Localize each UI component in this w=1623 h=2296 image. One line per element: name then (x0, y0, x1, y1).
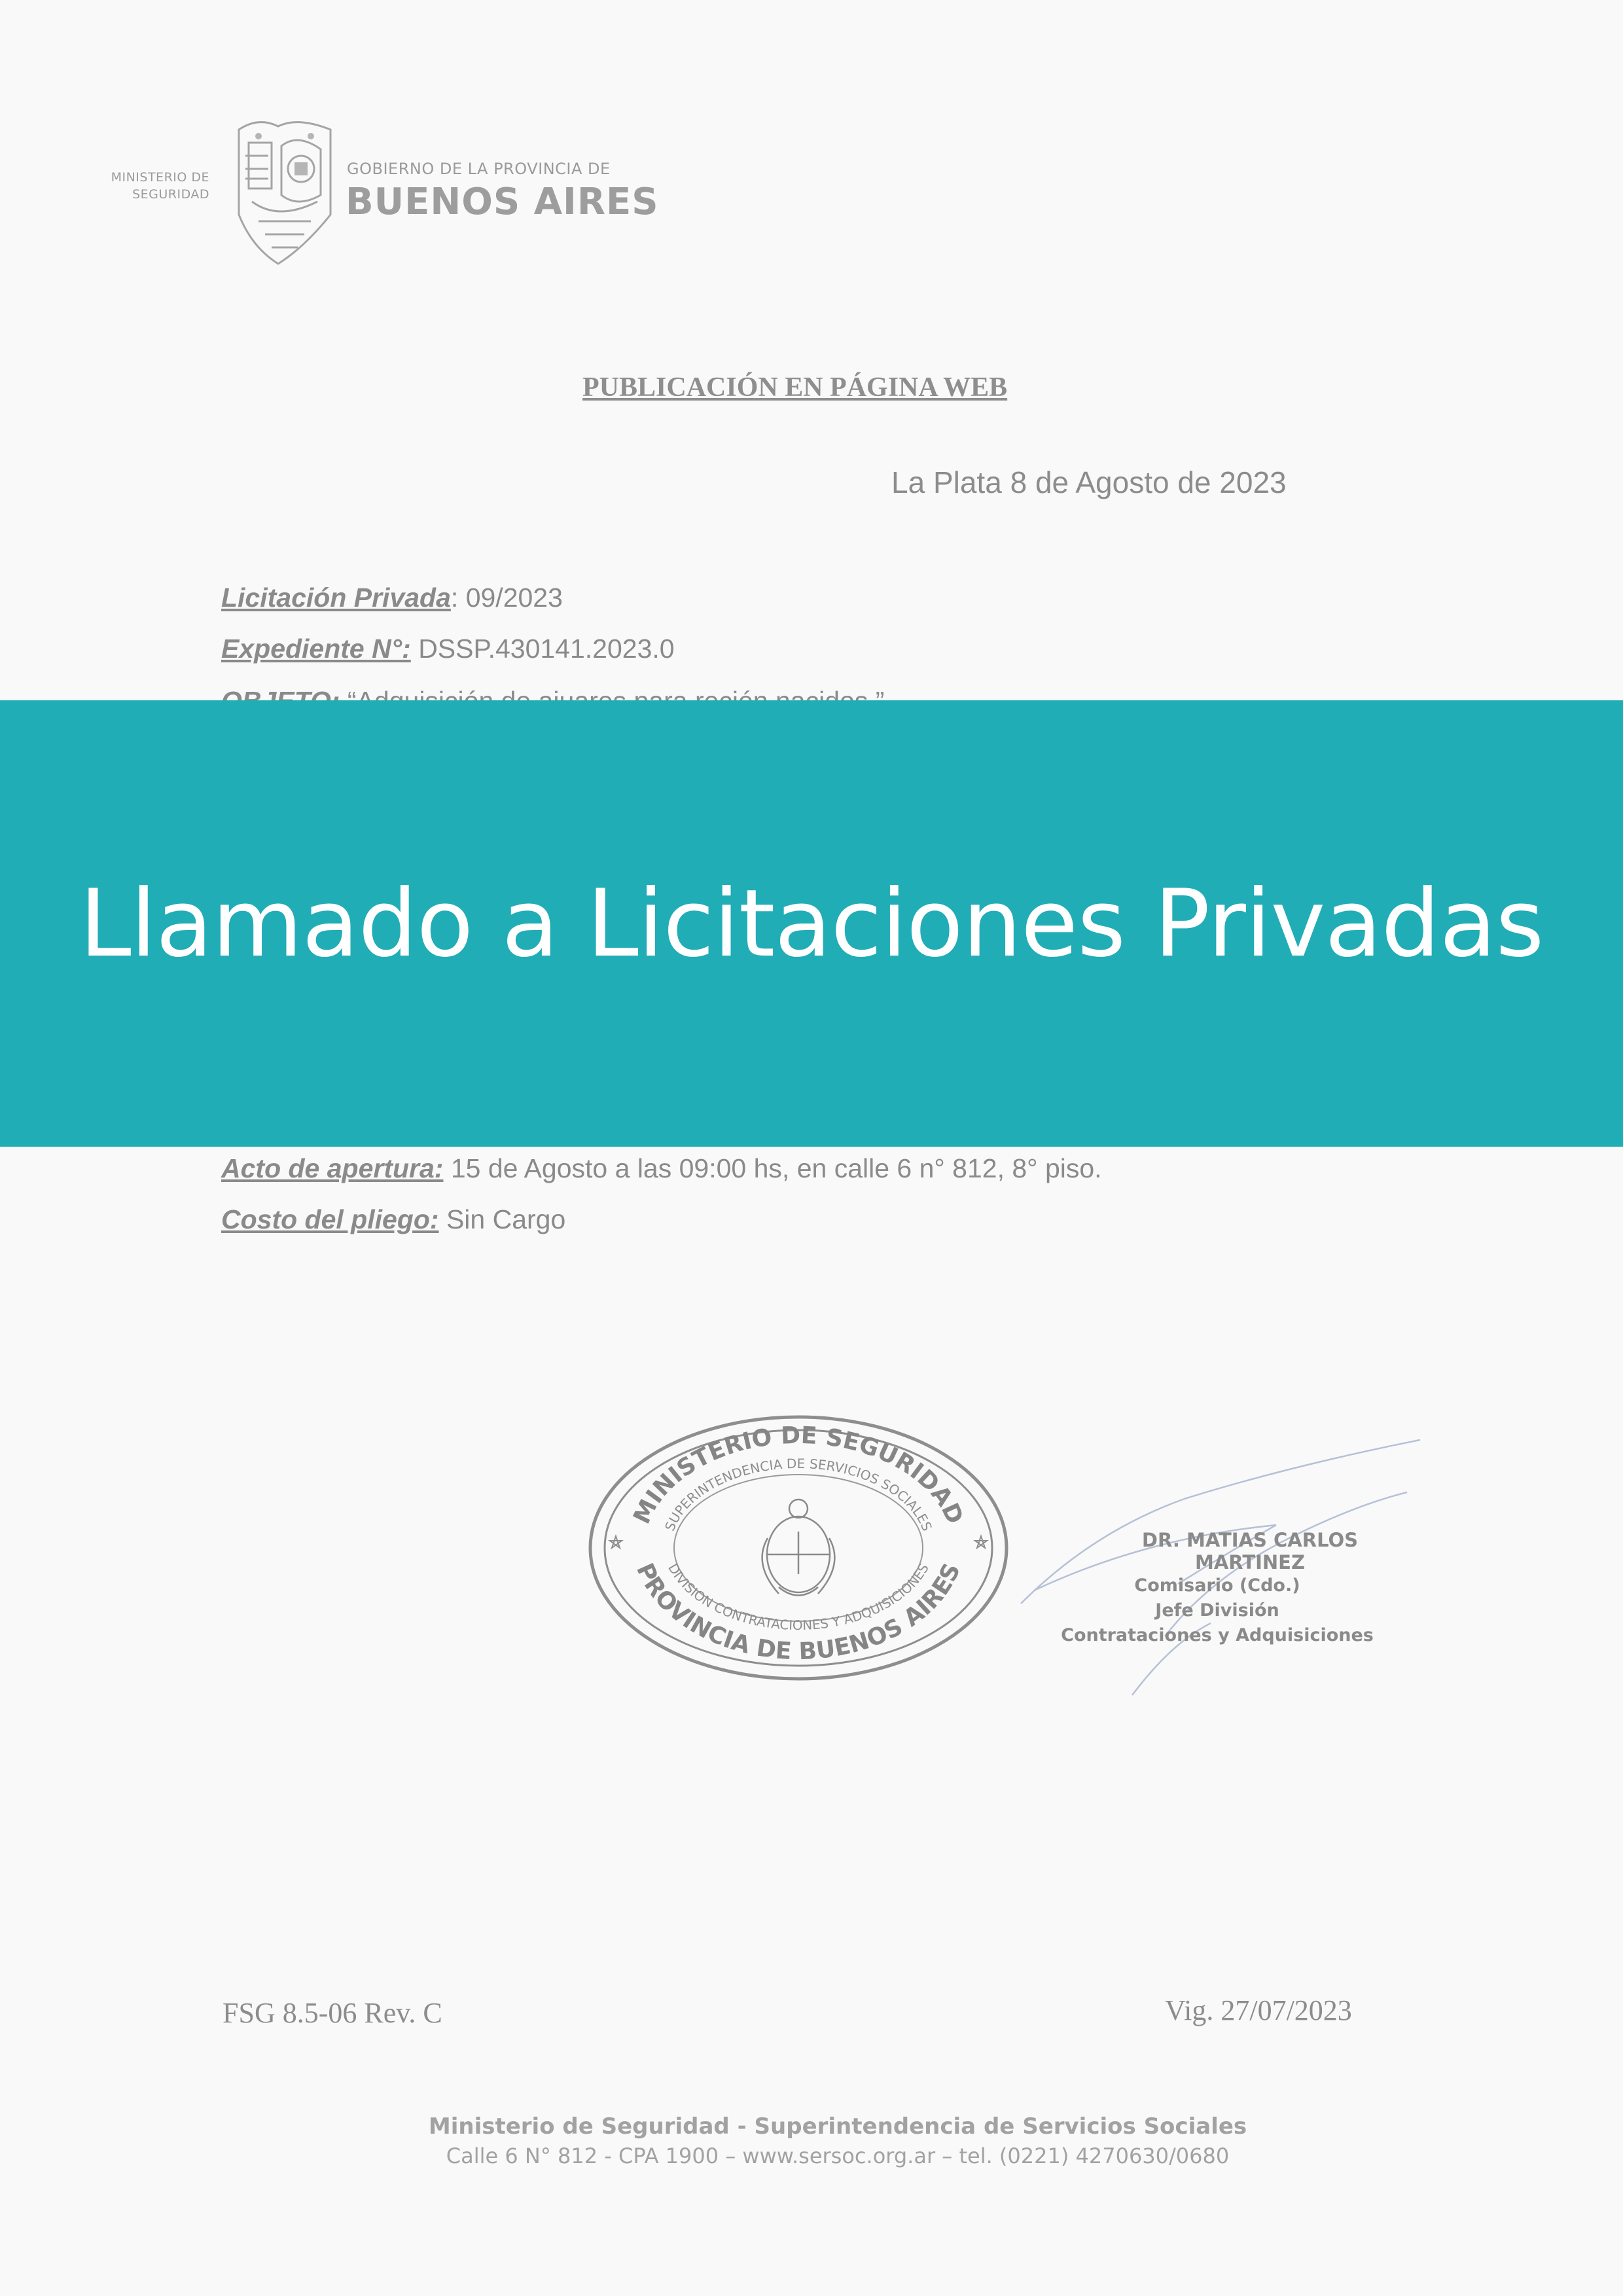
field-separator: : (450, 583, 466, 613)
field-value: DSSP.430141.2023.0 (418, 634, 675, 664)
government-line-2: BUENOS AIRES (346, 181, 659, 223)
stamp-top-text: MINISTERIO DE SEGURIDAD (628, 1422, 969, 1528)
signatory-role: Jefe División (1155, 1600, 1279, 1621)
field-costo-pliego (221, 1204, 565, 1235)
stamp-bottom-text: PROVINCIA DE BUENOS AIRES (631, 1559, 966, 1666)
banner-title: Llamado a Licitaciones Privadas (79, 869, 1544, 978)
field-separator (411, 634, 418, 664)
signatory-name: DR. MATIAS CARLOS MARTINEZ (1141, 1529, 1359, 1573)
footer-line-1: Ministerio de Seguridad - Superintendencia de Servicios Sociales (428, 2113, 1247, 2140)
ministry-label (79, 169, 209, 203)
field-label: Costo del pliego: (221, 1204, 439, 1234)
ministry-line-2: SEGURIDAD (132, 187, 209, 202)
stamp-inner-top-text: SUPERINTENDENCIA DE SERVICIOS SOCIALES (662, 1455, 935, 1534)
form-code: FSG 8.5-06 Rev. C (223, 1997, 442, 2029)
government-line-1: GOBIERNO DE LA PROVINCIA DE (347, 160, 611, 178)
field-acto-apertura (221, 1153, 1102, 1184)
national-coat-of-arms-icon (762, 1499, 835, 1596)
footer (0, 2111, 1623, 2170)
field-label: Acto de apertura: (221, 1153, 444, 1183)
signatory-division: Contrataciones y Adquisiciones (1061, 1625, 1374, 1645)
field-label: Licitación Privada (221, 583, 451, 613)
field-separator (443, 1153, 450, 1183)
field-separator (439, 1204, 446, 1234)
field-licitacion (221, 583, 563, 613)
field-value: 09/2023 (465, 583, 563, 613)
place-date: La Plata 8 de Agosto de 2023 (891, 465, 1287, 499)
footer-line-2: Calle 6 N° 812 - CPA 1900 – www.sersoc.org.ar – tel. (0221) 4270630/0680 (446, 2144, 1230, 2168)
field-label: Expediente N°: (221, 634, 411, 664)
provincial-coat-of-arms-icon (232, 117, 337, 267)
title-banner (0, 700, 1623, 1147)
signatory-rank: Comisario (Cdo.) (1134, 1575, 1300, 1596)
document-title: PUBLICACIÓN EN PÁGINA WEB (582, 372, 1008, 403)
field-value: Sin Cargo (446, 1204, 566, 1234)
stamp-inner-bottom-text: DIVISION CONTRATACIONES Y ADQUISICIONES (665, 1560, 932, 1634)
validity-date: Vig. 27/07/2023 (1165, 1994, 1352, 2026)
ministry-line-1: MINISTERIO DE (111, 170, 209, 185)
official-stamp (582, 1407, 1014, 1689)
field-value: 15 de Agosto a las 09:00 hs, en calle 6 n° 812, 8° piso. (450, 1153, 1102, 1183)
field-expediente (221, 634, 675, 664)
signature-block (1041, 1529, 1394, 1648)
